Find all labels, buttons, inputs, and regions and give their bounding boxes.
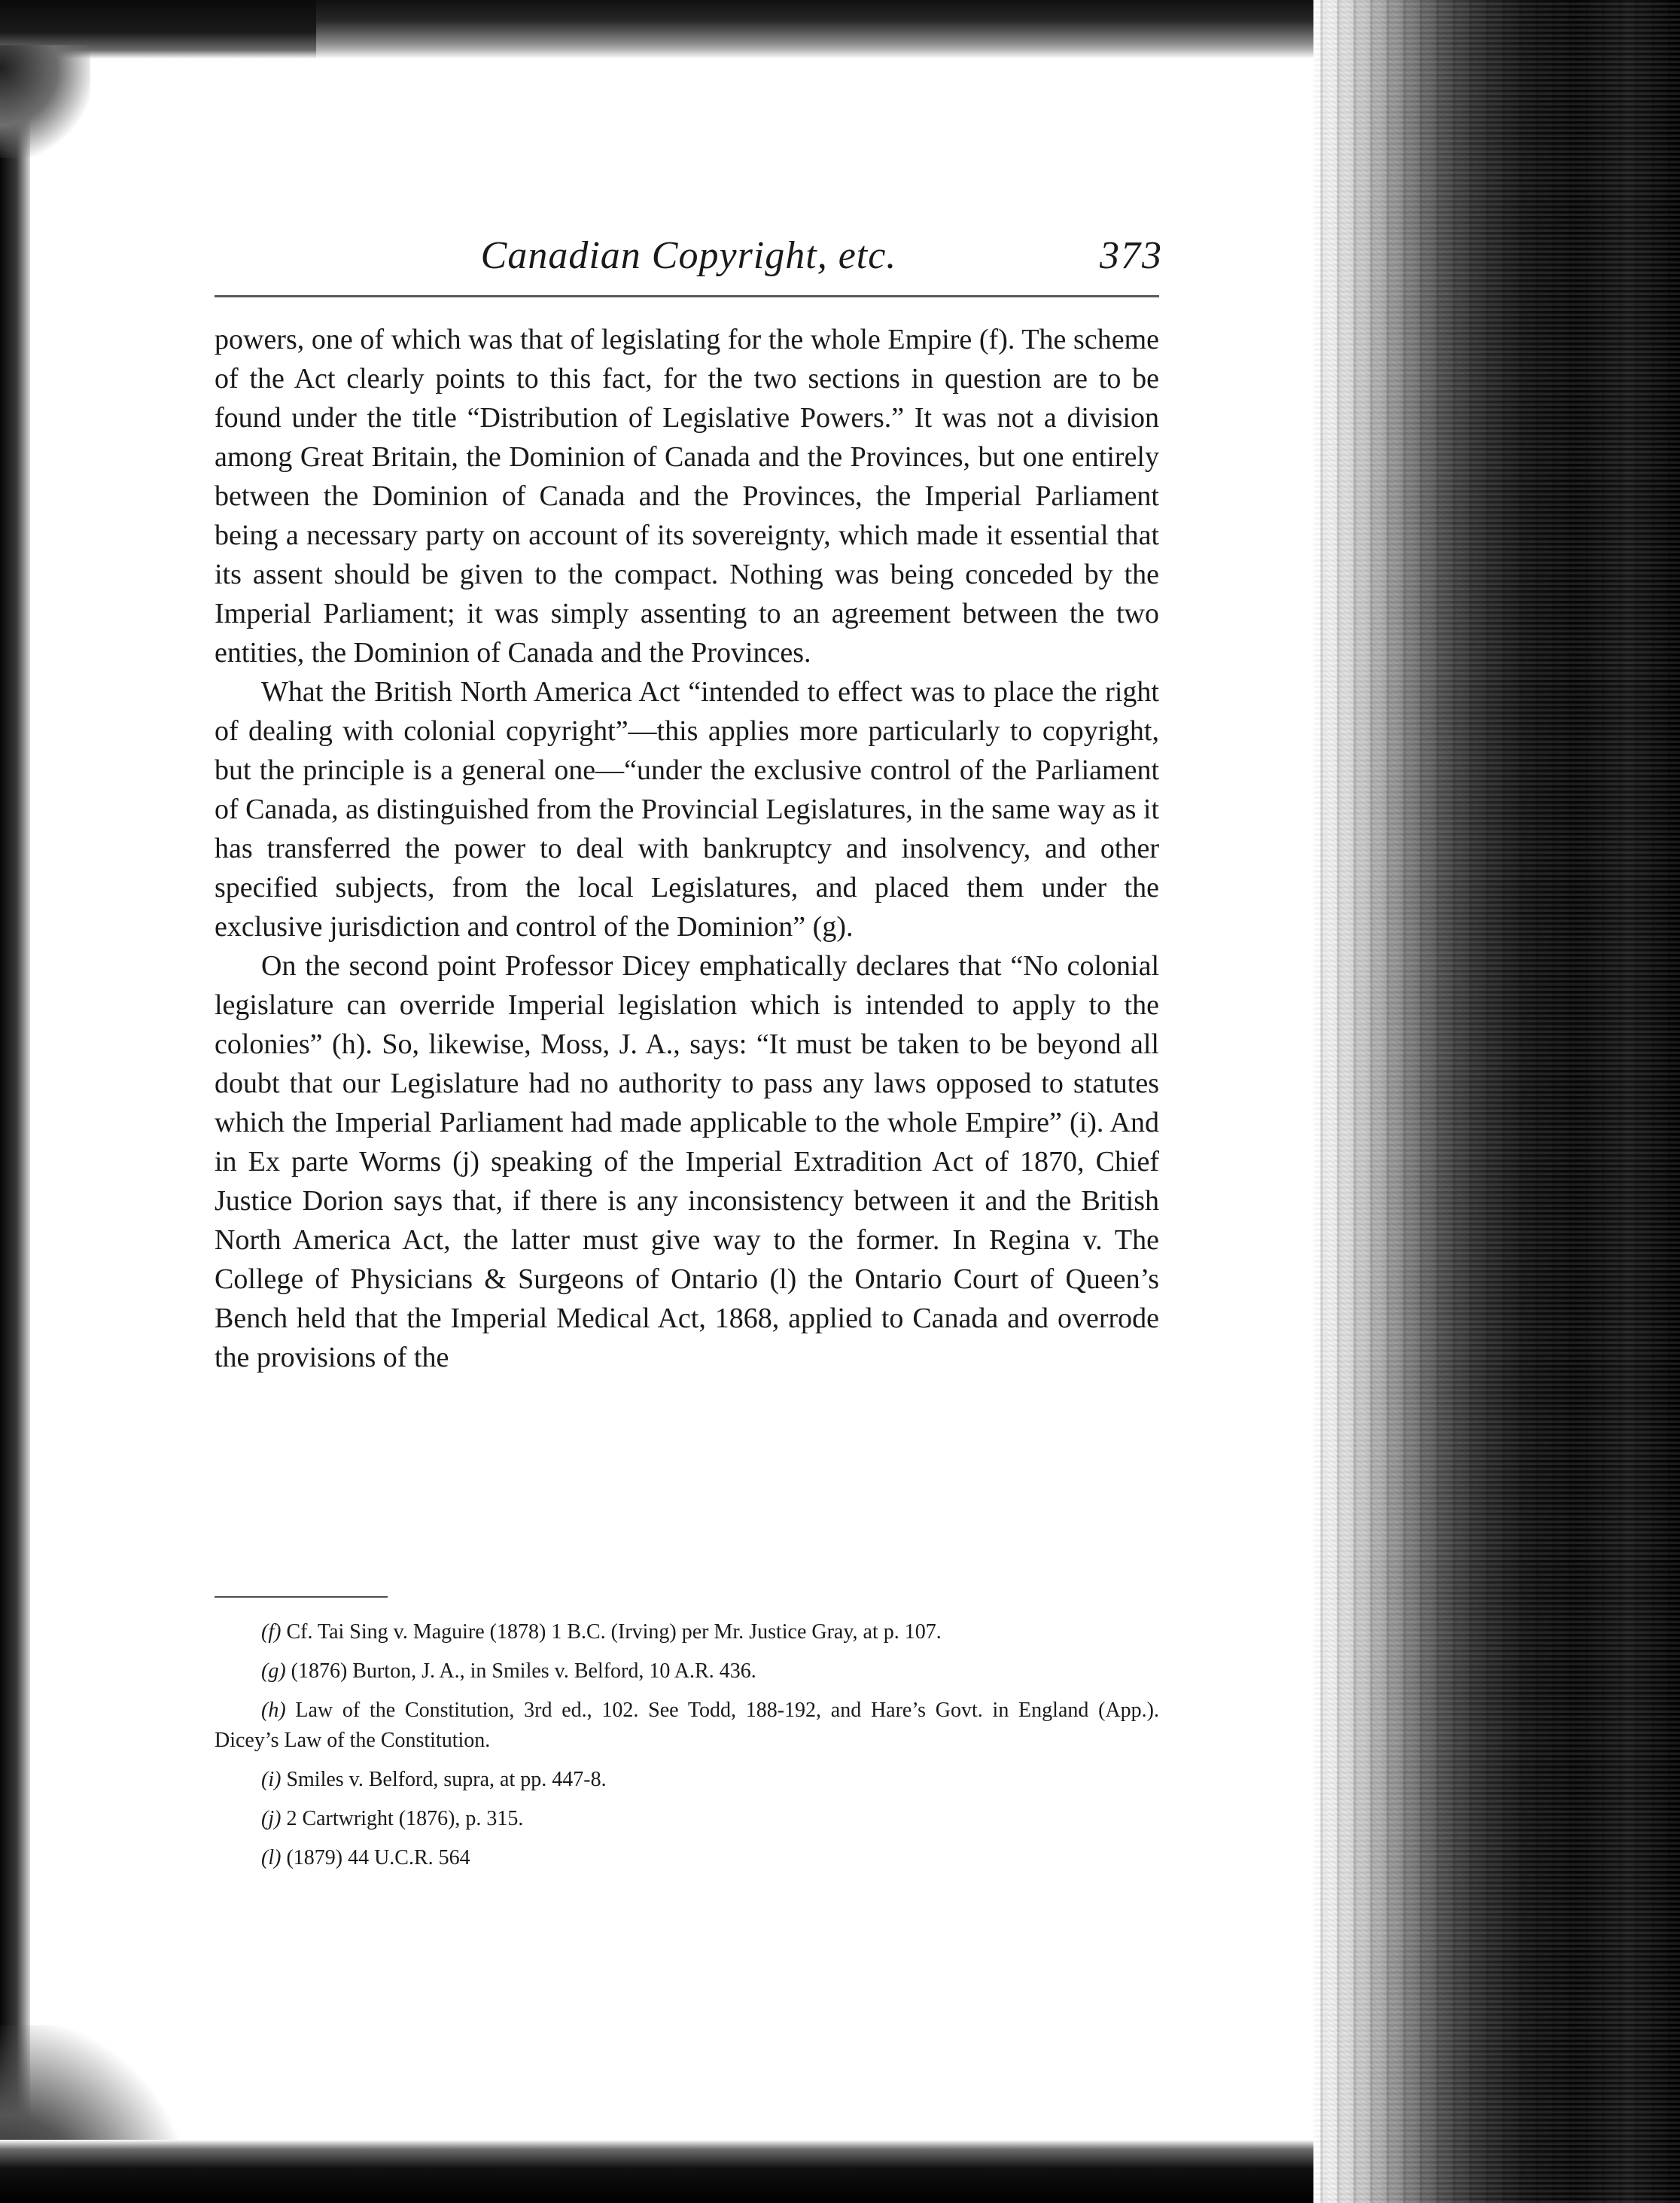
scan-corner-top-left — [0, 45, 90, 158]
footnote-text: Law of the Constitution, 3rd ed., 102. See Todd, 188-192, and Hare’s Govt. in England (App.). Dicey’s Law of the Constitution. — [215, 1699, 1159, 1752]
main-text — [215, 320, 1159, 1377]
footnote-label: (g) — [261, 1659, 286, 1683]
footnotes — [215, 1617, 1159, 1882]
footnote — [215, 1843, 1159, 1873]
footnote-rule — [215, 1596, 388, 1598]
footnote — [215, 1696, 1159, 1756]
footnote — [215, 1804, 1159, 1834]
scan-top-shadow — [316, 0, 1445, 59]
footnote-label: (i) — [261, 1768, 282, 1791]
running-header — [215, 226, 1163, 294]
footnote — [215, 1617, 1159, 1647]
footnote — [215, 1656, 1159, 1687]
footnote-label: (l) — [261, 1846, 282, 1869]
footnote-text: 2 Cartwright (1876), p. 315. — [286, 1807, 524, 1830]
paragraph: powers, one of which was that of legislating for the whole Empire (f). The scheme of the Act clearly points to this fact, for the two sections in question are to be found under the title “Distribution of Legislative Powers.” It was not a division among Great Britain, the Dominion of Canada and the Provinces, but one entirely between the Dominion of Canada and the Provinces, the Imperial Parliament being a necessary party on account of its sovereignty, which made it essential that its assent should be given to the compact. Nothing was being conceded by the Imperial Parliament; it was simply assenting to an agreement between the two entities, the Dominion of Canada and the Provinces. — [215, 324, 1159, 669]
paragraph: What the British North America Act “intended to effect was to place the right of dealing with colonial copyright”—this applies more particularly to copyright, but the principle is a general one—“under the exclusive control of the Parliament of Canada, as distinguished from the Provincial Legislatures, in the same way as it has transferred the power to deal with bankruptcy and insolvency, and other specified subjects, from the local Legislatures, and placed them under the exclusive jurisdiction and control of the Dominion” (g). — [215, 676, 1159, 943]
footnote-text: (1876) Burton, J. A., in Smiles v. Belford, 10 A.R. 436. — [291, 1659, 756, 1683]
page-number: 373 — [1100, 234, 1163, 277]
page-title: Canadian Copyright, etc. — [480, 234, 897, 277]
footnote — [215, 1765, 1159, 1795]
footnote-text: Cf. Tai Sing v. Maguire (1878) 1 B.C. (Irving) per Mr. Justice Gray, at p. 107. — [286, 1620, 942, 1644]
header-rule — [215, 295, 1159, 297]
footnote-label: (f) — [261, 1620, 282, 1644]
footnote-text: Smiles v. Belford, supra, at pp. 447-8. — [286, 1768, 607, 1791]
footnote-text: (1879) 44 U.C.R. 564 — [286, 1846, 470, 1869]
paragraph: On the second point Professor Dicey emphatically declares that “No colonial legislature can override Imperial legislation which is intended to apply to the colonies” (h). So, likewise, Moss, J. A., says: “It must be taken to be beyond all doubt that our Legislature had no authority to pass any laws opposed to statutes which the Imperial Parliament had made applicable to the whole Empire” (i). And in Ex parte Worms (j) speaking of the Imperial Extradition Act of 1870, Chief Justice Dorion says that, if there is any inconsistency between it and the British North America Act, the latter must give way to the former. In Regina v. The College of Physicians & Surgeons of Ontario (l) the Ontario Court of Queen’s Bench held that the Imperial Medical Act, 1868, applied to Canada and overrode the provisions of the — [215, 950, 1159, 1373]
footnote-label: (j) — [261, 1807, 282, 1830]
scan-gutter-texture — [1325, 0, 1551, 2203]
footnote-label: (h) — [261, 1699, 286, 1722]
scan-left-edge — [0, 45, 30, 2203]
